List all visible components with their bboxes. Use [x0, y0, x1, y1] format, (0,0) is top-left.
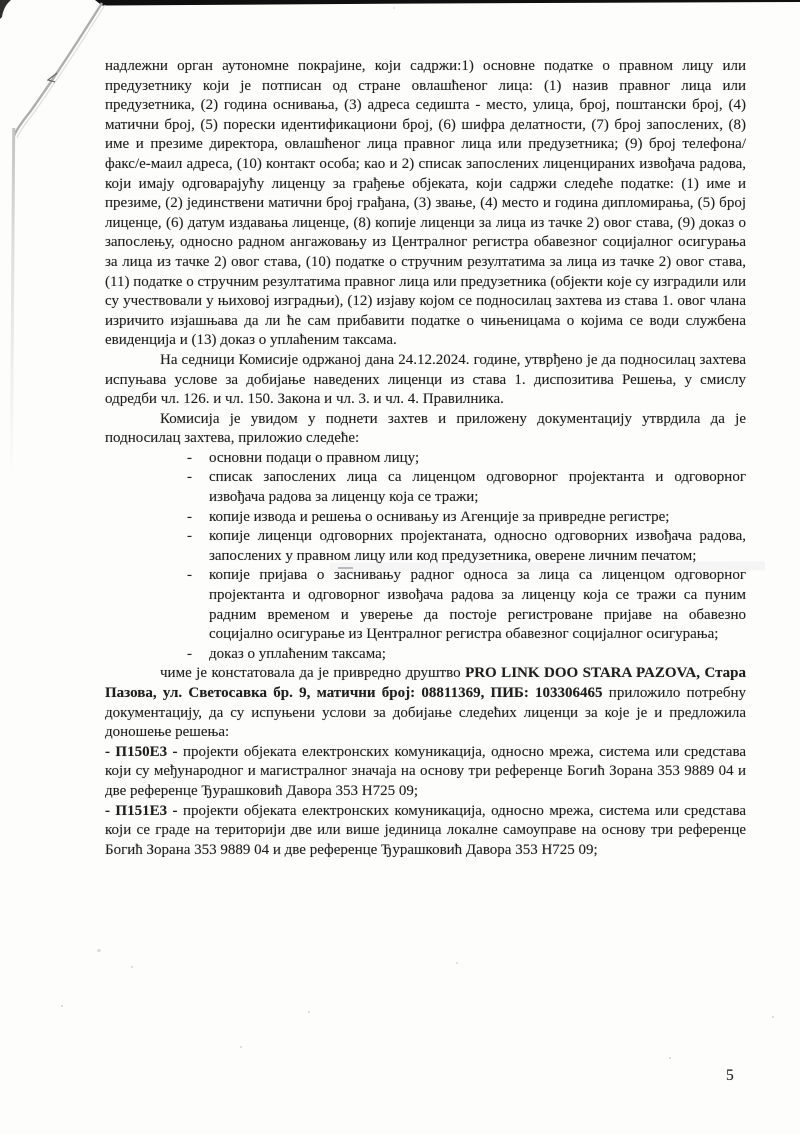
- list-item: [105, 566, 746, 644]
- list-item-text: основни подаци о правном лицу;: [209, 449, 420, 466]
- scan-speck: [772, 1016, 774, 1018]
- list-item-text: доказ о уплаћеним таксама;: [209, 645, 386, 662]
- page-fold-crease-icon: [14, 3, 102, 136]
- list-item-text: копије извода и решења о оснивању из Агенције за привредне регистре;: [209, 508, 670, 525]
- list-dash-icon: -: [187, 645, 192, 662]
- list-item: [105, 645, 746, 665]
- conclusion-prefix: чиме је констатовала да је привредно друштво: [160, 665, 466, 682]
- paragraph-commission-session: На седници Комисије одржаној дана 24.12.2024. године, утврђено је да подносилац захтева испуњава услове за добијање наведених лиценци из става 1. диспозитива Решења, у смислу одредби чл. 126. и чл. 150. Закона и чл. 3. и чл. 4. Правилника.: [105, 351, 746, 408]
- license-item: [105, 802, 746, 861]
- scan-speck: [393, 7, 395, 9]
- crease-arrow-mark-icon: [48, 73, 57, 82]
- company-name: PRO LINK DOO STARA PAZOVA, Стара Пазова, ул. Светосавка бр. 9, матични број: 08811369, ПИБ: 103306465: [105, 665, 747, 701]
- scan-speck: [240, 1046, 242, 1048]
- list-dash-icon: -: [187, 528, 192, 545]
- paragraph-application-requirements: надлежни орган аутономне покрајине, који садржи:1) основне податке о правном лицу или предузетнику који је потписан од стране овлашћеног лица: (1) назив правног лица или предузетника, (2) година оснивања, (3) адреса седишта - место, улица, број, поштански број, (4) матични број, (5) порески идентификациони број, (6) шифра делатности, (7) број запослених, (8) име и презиме директора, овлашћеног лица правног лица или предузетника; (9) број телефона/факс/е-маил адреса, (10) контакт особа; као и 2) списак запослених лиценцираних извођача радова, који имају одговарајућу лиценцу за грађење објеката, који садржи следеће податке: (1) име и презиме, (2) јединствени матични број грађана, (3) звање, (4) место и година дипломирања, (5) број лиценце, (6) датум издавања лиценце, (8) копије лиценци за лица из тачке 2) овог става, (9) доказ о запослењу, односно радном ангажовању из Централног регистра обавезног социјалног осигурања за лица из тачке 2) овог става, (10) податке о стручним резултатима за лица из тачке 2) овог става, (11) податке о стручним резултатима правног лица или предузетника (објекти које су изградили или су учествовали у њиховој изградњи), (12) изјаву којом се подносилац захтева из става 1. овог члана изричито изјашњава да ли ће сам прибавити податке о чињеницама о којима се води службена евиденција и (13) доказ о уплаћеним таксама.: [105, 58, 746, 349]
- list-item: [105, 508, 746, 528]
- list-item: [105, 468, 746, 507]
- list-item-text: списак запослених лица са лиценцом одговорног пројектанта и одговорног извођача радова за лиценцу која се тражи;: [209, 469, 746, 506]
- list-item: [105, 449, 746, 469]
- paragraph-commission-review: Комисија је увидом у поднети захтев и приложену документацију утврдила да је подносилац захтева, приложио следеће:: [105, 410, 746, 447]
- submitted-documents-list: [105, 449, 746, 665]
- document-body: [105, 57, 746, 860]
- scanner-corner-blob: [0, 0, 11, 19]
- list-item-text: копије пријава о заснивању радног односа за лица са лиценцом одговорног пројектанта и одговорног извођача радова за лиценцу која се тражи са пуним радним временом и уверење да постоје регистроване пријаве на обавезно социјално осигурање из Централног регистра обавезног социјалног осигурања;: [209, 567, 746, 643]
- license-description: пројекти објеката електронских комуникација, односно мрежа, система или средстава који су међународног и магистралног значаја на основу три референце Богић Зорана 353 9889 04 и две референце Ђурашковић Давора 353 Н725 09;: [105, 743, 746, 799]
- page-number: 5: [726, 1067, 734, 1084]
- scan-speck: [669, 1057, 671, 1059]
- scan-speck: [61, 1005, 63, 1007]
- scan-speck: [97, 949, 101, 952]
- license-description: пројекти објеката електронских комуникација, односно мрежа, система или средстава који се граде на територији две или више јединица локалне самоуправе на основу три референце Богић Зорана 353 9889 04 и две референце Ђурашковић Давора 353 Н725 09;: [105, 802, 746, 858]
- list-dash-icon: -: [187, 449, 192, 466]
- conclusion-suffix: приложило потребну документацију, да су испуњени услови за добијање следећих лиценци за које је и предложила доношење решења:: [105, 685, 746, 741]
- scanner-top-edge: [95, 0, 800, 6]
- license-item: [105, 743, 746, 802]
- license-code: - П150Е3 -: [105, 743, 178, 760]
- list-item: [105, 527, 746, 566]
- list-dash-icon: -: [187, 508, 192, 525]
- list-dash-icon: -: [187, 469, 192, 486]
- scan-speck: [456, 962, 458, 964]
- list-dash-icon: -: [187, 567, 192, 584]
- license-code: - П151Е3 -: [105, 802, 178, 819]
- scan-speck: [131, 966, 133, 968]
- license-list: [105, 743, 746, 861]
- paragraph-conclusion: [105, 664, 746, 742]
- list-item-text: копије лиценци одговорних пројектаната, односно одговорних извођача радова, запослених у правном лицу или код предузетника, оверене личним печатом;: [209, 528, 746, 564]
- page-fold-crease-vertical: [10, 128, 15, 478]
- scan-speck: [308, 1011, 310, 1013]
- page-fold-crease-highlight: [17, 5, 105, 138]
